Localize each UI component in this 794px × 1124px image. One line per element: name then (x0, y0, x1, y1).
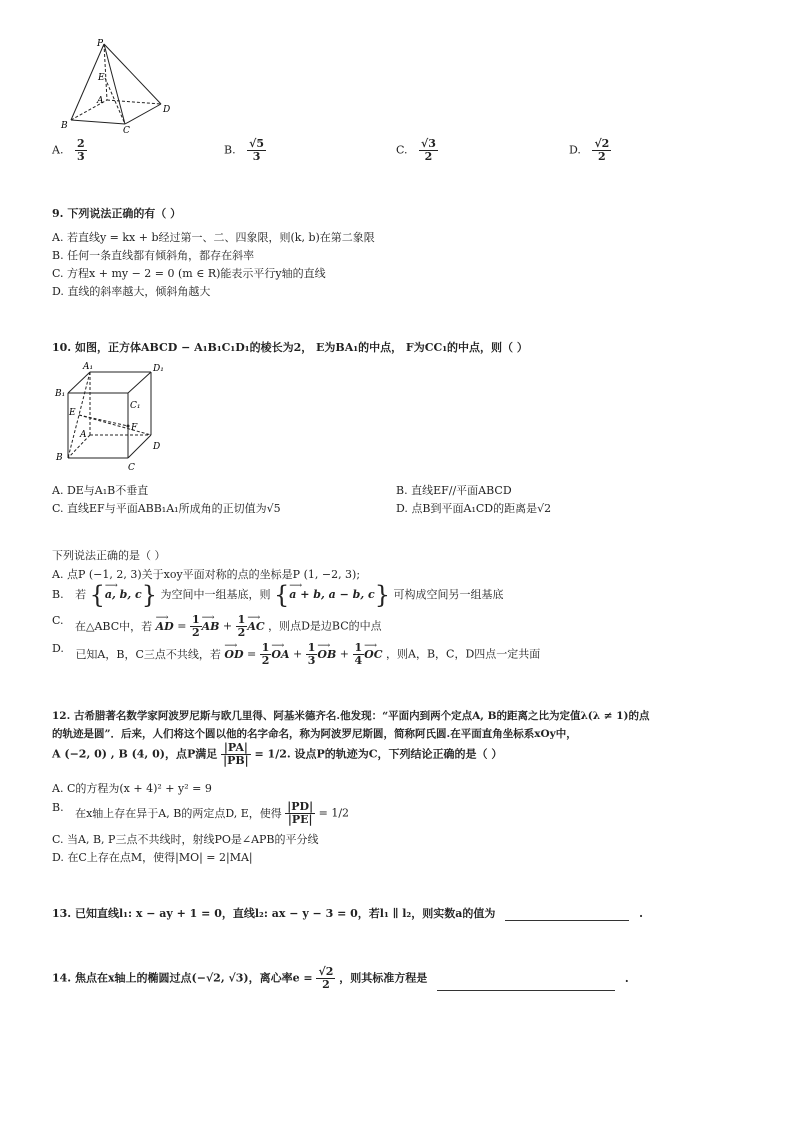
q9-option-a[interactable]: A. 若直线y = kx + b经过第一、二、四象限，则(k, b)在第二象限 (52, 231, 375, 244)
q13-answer-blank[interactable] (505, 908, 629, 921)
brace-close-icon: } (374, 581, 390, 609)
label-B: B (56, 453, 63, 463)
label-A: A (80, 430, 87, 440)
q8-option-a[interactable]: A. $\frac{2}{3}$ (52, 137, 85, 163)
q9-option-b[interactable]: B. 任何一条直线都有倾斜角，都存在斜率 (52, 249, 255, 262)
q11-option-a[interactable]: A. 点P (−1, 2, 3)关于xoy平面对称的点的坐标是P (1, −2, 3); (52, 568, 361, 581)
pyramid-figure (55, 38, 185, 133)
label-C1: C₁ (130, 401, 141, 411)
q12-line3: A (−2, 0) , B (4, 0)，点P满足 $\frac{|PA|}{|PB|}$ = 1/2. 设点P的轨迹为C，下列结论正确的是（ ） (52, 741, 503, 767)
label-A: A (97, 96, 104, 106)
brace-open-icon: { (89, 581, 105, 609)
q12-option-a[interactable]: A. C的方程为(x + 4)² + y² = 9 (52, 782, 212, 795)
q10-option-d[interactable]: D. 点B到平面A₁CD的距离是√2 (396, 502, 552, 515)
q12-line1: 12. 古希腊著名数学家阿波罗尼斯与欧几里得、阿基米德齐名.他发现：“平面内到两个定点A, B的距离之比为定值λ(λ ≠ 1)的点 (52, 710, 650, 722)
q14-line: 14. 焦点在x轴上的椭圆过点(−√2, √3)，离心率e = $\frac{√2}{2}$ ，则其标准方程是 . (52, 965, 629, 991)
q10-option-b[interactable]: B. 直线EF//平面ABCD (396, 484, 512, 497)
q11-option-d[interactable]: D. 已知A，B，C三点不共线，若 ⟶ OD = $\frac{1}{2}$ ⟶ OA + $\frac{1}{3}$ ⟶ OB + $\frac{1}{4}$ ⟶ OC ，则A，B，C，D四点一定共面 (52, 642, 540, 670)
label-D1: D₁ (153, 364, 164, 374)
q11-option-c[interactable]: C. 在△ABC中，若 ⟶ AD = $\frac{1}{2}$ ⟶ AB + $\frac{1}{2}$ ⟶ AC ，则点D是边BC的中点 (52, 614, 382, 642)
q14-answer-blank[interactable] (437, 978, 615, 991)
label-B: B (61, 121, 68, 131)
label-E: E (69, 408, 76, 418)
brace-open-icon: { (274, 581, 290, 609)
q12-line2: 的轨迹是圆”．后来，人们将这个圆以他的名字命名，称为阿波罗尼斯圆，简称阿氏圆.在平面直角坐标系xOy中， (52, 728, 577, 740)
q8-option-c[interactable]: C. $\frac{√3}{2}$ (396, 137, 436, 163)
label-D: D (163, 105, 171, 115)
q11-title: 下列说法正确的是（ ） (52, 549, 166, 562)
q12-option-c[interactable]: C. 当A, B, P三点不共线时，射线PO是∠APB的平分线 (52, 833, 319, 846)
q11-option-b[interactable]: B. 若 {⟶ a, b, c} 为空间中一组基底，则 {⟶ a + b, a − b, c} 可构成空间另一组基底 (52, 588, 503, 610)
label-B1: B₁ (55, 389, 66, 399)
q8-option-b[interactable]: B. $\frac{√5}{3}$ (224, 137, 264, 163)
label-A1: A₁ (83, 362, 94, 372)
cube-figure (52, 360, 177, 475)
q9-option-d[interactable]: D. 直线的斜率越大，倾斜角越大 (52, 285, 211, 298)
q12-option-d[interactable]: D. 在C上存在点M，使得|MO| = 2|MA| (52, 851, 253, 864)
label-D: D (153, 442, 161, 452)
q10-option-a[interactable]: A. DE与A₁B不垂直 (52, 484, 149, 497)
q10-option-c[interactable]: C. 直线EF与平面ABB₁A₁所成角的正切值为√5 (52, 502, 281, 515)
q10-title: 10. 如图，正方体ABCD − A₁B₁C₁D₁的棱长为2， E为BA₁的中点， F为CC₁的中点，则（ ） (52, 341, 528, 354)
label-F: F (131, 423, 138, 433)
q13-line: 13. 已知直线l₁: x − ay + 1 = 0，直线l₂: ax − y − 3 = 0，若l₁ ∥ l₂，则实数a的值为 . (52, 907, 643, 920)
q9-option-c[interactable]: C. 方程x + my − 2 = 0 (m ∈ R)能表示平行y轴的直线 (52, 267, 326, 280)
brace-close-icon: } (141, 581, 157, 609)
label-C: C (123, 126, 130, 133)
label-P: P (97, 39, 104, 49)
label-E: E (98, 73, 105, 83)
q9-title: 9. 下列说法正确的有（ ） (52, 207, 182, 220)
label-C: C (128, 463, 135, 473)
q8-option-d[interactable]: D. $\frac{√2}{2}$ (569, 137, 610, 163)
q12-option-b[interactable]: B. 在x轴上存在异于A, B的两定点D, E，使得 $\frac{|PD|}{|PE|}$ = 1/2 (52, 800, 350, 826)
